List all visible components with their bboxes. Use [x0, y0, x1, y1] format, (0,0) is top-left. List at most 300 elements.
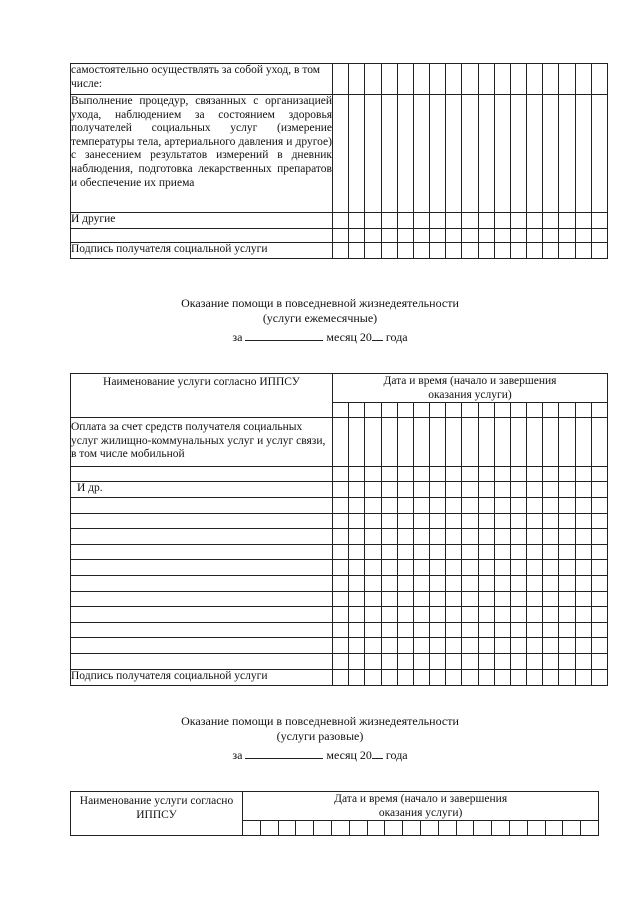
date-cell [446, 403, 462, 418]
date-cell [333, 591, 349, 607]
date-cell [397, 229, 413, 243]
date-cell [430, 544, 446, 560]
date-cell [381, 622, 397, 638]
date-cell [494, 467, 510, 482]
date-cell [333, 544, 349, 560]
date-cell [510, 213, 526, 229]
date-cell [349, 591, 365, 607]
date-cell [510, 591, 526, 607]
date-cell [462, 95, 478, 213]
date-cell [349, 544, 365, 560]
table-row [71, 575, 608, 591]
date-cell [559, 513, 575, 529]
date-cell [446, 213, 462, 229]
date-cell [462, 418, 478, 467]
date-cell [462, 591, 478, 607]
period-line-monthly [0, 330, 640, 345]
date-cell [397, 498, 413, 514]
date-cell [591, 591, 607, 607]
monthly-services-table [70, 373, 608, 686]
table-row [71, 669, 608, 685]
date-cell [545, 821, 563, 836]
date-cell [413, 669, 429, 685]
date-cell [430, 243, 446, 259]
date-cell [543, 467, 559, 482]
date-cell [413, 418, 429, 467]
date-cell [446, 498, 462, 514]
date-cell [314, 821, 332, 836]
date-cell [367, 821, 385, 836]
date-cell [543, 544, 559, 560]
date-cell [543, 482, 559, 498]
date-cell [397, 560, 413, 576]
date-cell [349, 229, 365, 243]
service-name-cell [71, 498, 333, 514]
date-cell [510, 669, 526, 685]
date-cell [365, 403, 381, 418]
date-cell [349, 653, 365, 669]
date-cell [478, 418, 494, 467]
period-line-one-time [0, 748, 640, 763]
date-cell [413, 544, 429, 560]
date-cell [462, 669, 478, 685]
date-cell [413, 653, 429, 669]
date-cell [559, 482, 575, 498]
date-cell [333, 498, 349, 514]
date-cell [510, 467, 526, 482]
date-cell [559, 418, 575, 467]
date-cell [510, 95, 526, 213]
date-cell [462, 229, 478, 243]
date-cell [446, 544, 462, 560]
date-cell [575, 607, 591, 623]
date-cell [446, 669, 462, 685]
date-cell [462, 467, 478, 482]
date-cell [575, 653, 591, 669]
date-cell [478, 95, 494, 213]
date-cell [543, 229, 559, 243]
service-name-cell [71, 513, 333, 529]
date-cell [349, 243, 365, 259]
date-cell [349, 95, 365, 213]
date-cell [420, 821, 438, 836]
date-cell [413, 95, 429, 213]
date-cell [365, 95, 381, 213]
date-cell [527, 243, 543, 259]
date-cell [543, 669, 559, 685]
table-row [71, 544, 608, 560]
date-cell [397, 653, 413, 669]
date-cell [430, 498, 446, 514]
date-cell [543, 418, 559, 467]
date-cell [430, 513, 446, 529]
date-cell [278, 821, 296, 836]
date-cell [462, 482, 478, 498]
date-cell [381, 243, 397, 259]
date-cell [397, 544, 413, 560]
period-suffix: года [385, 330, 408, 344]
date-cell [462, 513, 478, 529]
date-cell [591, 638, 607, 654]
date-cell [381, 95, 397, 213]
date-cell [543, 591, 559, 607]
date-cell [349, 622, 365, 638]
date-cell [494, 607, 510, 623]
date-cell [349, 575, 365, 591]
date-cell [543, 64, 559, 95]
date-cell [430, 638, 446, 654]
date-cell [478, 529, 494, 545]
table-row [71, 560, 608, 576]
date-cell [349, 607, 365, 623]
date-cell [462, 529, 478, 545]
date-cell [591, 95, 607, 213]
date-cell [527, 607, 543, 623]
date-cell [413, 591, 429, 607]
date-cell [527, 467, 543, 482]
date-cell [494, 229, 510, 243]
date-cell [446, 653, 462, 669]
date-cell [559, 403, 575, 418]
date-cell [397, 64, 413, 95]
service-name-cell [71, 607, 333, 623]
date-cell [559, 95, 575, 213]
year-blank-field[interactable] [372, 748, 383, 759]
date-cell [494, 560, 510, 576]
date-cell [381, 607, 397, 623]
date-cell [575, 513, 591, 529]
date-cell [462, 544, 478, 560]
date-cell [559, 243, 575, 259]
date-cell [413, 467, 429, 482]
date-cell [333, 560, 349, 576]
date-cell [478, 64, 494, 95]
table-row [71, 638, 608, 654]
date-cell [365, 513, 381, 529]
date-cell [333, 482, 349, 498]
date-cell [494, 243, 510, 259]
date-cell [381, 418, 397, 467]
date-cell [385, 821, 403, 836]
date-cell [365, 64, 381, 95]
date-cell [430, 529, 446, 545]
section-title-line: Оказание помощи в повседневной жизнедеятельности [181, 296, 459, 310]
date-cell [446, 229, 462, 243]
date-cell [349, 482, 365, 498]
date-cell [543, 529, 559, 545]
date-cell [296, 821, 314, 836]
date-cell [397, 575, 413, 591]
date-cell [430, 467, 446, 482]
date-cell [381, 653, 397, 669]
section-title-line: Оказание помощи в повседневной жизнедеятельности [181, 714, 459, 728]
date-cell [492, 821, 510, 836]
date-cell [446, 638, 462, 654]
service-name-cell: Выполнение процедур, связанных с организацией ухода, наблюдением за состоянием здоровья получателей социальных услуг (измерение температуры тела, артериального давления и другое) с занесением результатов измерений в дневник наблюдения, подготовка лекарственных препаратов и обеспечение их приема [71, 95, 333, 213]
date-cell [543, 638, 559, 654]
date-cell [575, 622, 591, 638]
date-cell [430, 622, 446, 638]
date-cell [333, 622, 349, 638]
date-cell [575, 64, 591, 95]
date-cell [510, 498, 526, 514]
date-cell [559, 229, 575, 243]
date-cell [510, 560, 526, 576]
date-cell [527, 513, 543, 529]
table-row [71, 64, 608, 95]
date-cell [559, 498, 575, 514]
date-cell [462, 622, 478, 638]
date-cell [333, 529, 349, 545]
table-row [71, 513, 608, 529]
date-cell [559, 622, 575, 638]
date-cell [543, 560, 559, 576]
date-cell [349, 669, 365, 685]
date-cell [349, 513, 365, 529]
date-cell [430, 403, 446, 418]
date-cell [527, 591, 543, 607]
date-cell [527, 403, 543, 418]
date-cell [591, 213, 607, 229]
month-blank-field[interactable] [245, 330, 323, 341]
date-cell [381, 591, 397, 607]
date-cell [478, 560, 494, 576]
date-cell [478, 229, 494, 243]
date-cell [397, 95, 413, 213]
date-cell [349, 498, 365, 514]
date-cell [430, 95, 446, 213]
date-cell [446, 591, 462, 607]
date-cell [430, 560, 446, 576]
date-cell [591, 418, 607, 467]
date-cell [527, 64, 543, 95]
date-cell [591, 607, 607, 623]
date-cell [494, 622, 510, 638]
date-cell [478, 513, 494, 529]
date-cell [575, 560, 591, 576]
date-cell [413, 575, 429, 591]
section-subtitle: (услуги разовые) [276, 729, 364, 743]
date-cell [438, 821, 456, 836]
date-cell [462, 607, 478, 623]
date-cell [397, 243, 413, 259]
date-cell [494, 418, 510, 467]
date-cell [397, 607, 413, 623]
date-cell [581, 821, 599, 836]
header-date-time: Дата и время (начало и завершения оказания услуги) [243, 792, 599, 821]
section-title-one-time [0, 714, 640, 744]
date-cell [333, 95, 349, 213]
date-cell [543, 213, 559, 229]
table-row [71, 498, 608, 514]
date-cell [413, 229, 429, 243]
date-cell [474, 821, 492, 836]
date-cell [413, 403, 429, 418]
date-cell [527, 482, 543, 498]
date-cell [510, 229, 526, 243]
date-cell [478, 607, 494, 623]
date-cell [333, 467, 349, 482]
date-cell [510, 418, 526, 467]
date-cell [397, 669, 413, 685]
table-row [71, 229, 608, 243]
month-blank-field[interactable] [245, 748, 323, 759]
date-cell [510, 622, 526, 638]
table-row [71, 418, 608, 467]
date-cell [527, 95, 543, 213]
header-date-time: Дата и время (начало и завершения оказания услуги) [333, 374, 608, 403]
date-cell [559, 213, 575, 229]
date-cell [527, 638, 543, 654]
table-row [71, 213, 608, 229]
date-cell [430, 591, 446, 607]
date-cell [381, 213, 397, 229]
table-row [71, 622, 608, 638]
header-service-name: Наименование услуги согласно ИППСУ [71, 792, 243, 836]
date-cell [494, 669, 510, 685]
date-cell [430, 64, 446, 95]
date-cell [591, 229, 607, 243]
date-cell [413, 513, 429, 529]
table-row [71, 653, 608, 669]
date-cell [413, 243, 429, 259]
date-cell [333, 243, 349, 259]
date-cell [333, 64, 349, 95]
date-cell [381, 544, 397, 560]
date-cell [381, 575, 397, 591]
date-cell [430, 229, 446, 243]
year-blank-field[interactable] [372, 330, 383, 341]
date-cell [462, 560, 478, 576]
date-cell [446, 622, 462, 638]
date-cell [494, 575, 510, 591]
date-cell [591, 544, 607, 560]
date-cell [591, 467, 607, 482]
table-header-row [71, 792, 599, 821]
date-cell [591, 243, 607, 259]
date-cell [333, 653, 349, 669]
date-cell [478, 467, 494, 482]
date-cell [446, 243, 462, 259]
date-cell [591, 513, 607, 529]
date-cell [462, 638, 478, 654]
date-cell [413, 64, 429, 95]
date-cell [446, 95, 462, 213]
date-cell [591, 482, 607, 498]
date-cell [365, 669, 381, 685]
date-cell [543, 653, 559, 669]
date-cell [559, 638, 575, 654]
date-cell [413, 213, 429, 229]
date-cell [462, 403, 478, 418]
date-cell [494, 529, 510, 545]
date-cell [349, 64, 365, 95]
date-cell [381, 669, 397, 685]
date-cell [413, 638, 429, 654]
table-row [71, 467, 608, 482]
date-cell [430, 575, 446, 591]
date-cell [397, 622, 413, 638]
table-row [71, 529, 608, 545]
date-cell [260, 821, 278, 836]
date-cell [333, 638, 349, 654]
date-cell [365, 418, 381, 467]
date-cell [462, 498, 478, 514]
date-cell [478, 575, 494, 591]
date-cell [446, 529, 462, 545]
date-cell [397, 418, 413, 467]
date-cell [494, 64, 510, 95]
daily-care-table [70, 63, 608, 259]
date-cell [413, 498, 429, 514]
date-cell [333, 513, 349, 529]
date-cell [543, 607, 559, 623]
date-cell [559, 669, 575, 685]
date-cell [478, 498, 494, 514]
service-name-cell: И другие [71, 213, 333, 229]
date-cell [575, 95, 591, 213]
date-cell [527, 498, 543, 514]
date-cell [494, 213, 510, 229]
date-cell [462, 653, 478, 669]
date-cell [365, 482, 381, 498]
date-cell [365, 229, 381, 243]
date-cell [446, 560, 462, 576]
date-cell [365, 575, 381, 591]
date-cell [478, 622, 494, 638]
date-cell [543, 403, 559, 418]
date-cell [527, 529, 543, 545]
date-cell [446, 482, 462, 498]
date-cell [365, 638, 381, 654]
date-cell [365, 544, 381, 560]
date-cell [591, 653, 607, 669]
date-cell [413, 607, 429, 623]
date-cell [333, 213, 349, 229]
service-name-cell [71, 467, 333, 482]
date-cell [331, 821, 349, 836]
service-name-cell [71, 529, 333, 545]
date-cell [527, 213, 543, 229]
date-cell [575, 243, 591, 259]
date-cell [349, 638, 365, 654]
date-cell [333, 575, 349, 591]
date-cell [430, 418, 446, 467]
date-cell [559, 64, 575, 95]
date-cell [365, 622, 381, 638]
table-row [71, 482, 608, 498]
date-cell [381, 498, 397, 514]
date-cell [591, 64, 607, 95]
service-name-cell [71, 560, 333, 576]
date-cell [397, 482, 413, 498]
date-cell [397, 213, 413, 229]
service-name-cell: И др. [71, 482, 333, 498]
date-cell [381, 529, 397, 545]
date-cell [349, 560, 365, 576]
date-cell [430, 482, 446, 498]
date-cell [243, 821, 261, 836]
date-cell [575, 482, 591, 498]
date-cell [527, 418, 543, 467]
date-cell [349, 418, 365, 467]
date-cell [462, 575, 478, 591]
date-cell [478, 591, 494, 607]
date-cell [333, 669, 349, 685]
date-cell [430, 213, 446, 229]
date-cell [494, 513, 510, 529]
date-cell [478, 638, 494, 654]
